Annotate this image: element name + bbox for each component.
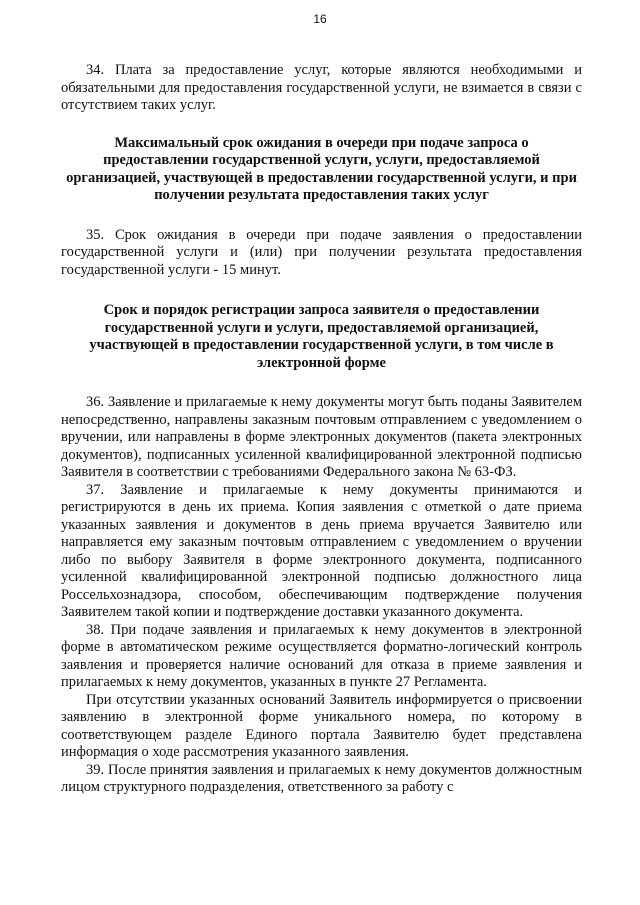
paragraph-36: 36. Заявление и прилагаемые к нему документы могут быть поданы Заявителем непосредственно, направлены заказным почтовым отправлением с уведомлением о вручении, или направлены в форме электронных документов (пакета электронных документов), подписанных усиленной квалифицированной электронной подписью Заявителя в соответствии с требованиями Федерального закона № 63-ФЗ.: [61, 394, 582, 480]
section-heading-registration: Срок и порядок регистрации запроса заявителя о предоставлении государственной услуги и услуги, предоставляемой организацией, участвующей в предоставлении государственной услуги, в том числе в электронной форме: [89, 302, 554, 371]
paragraph-37: 37. Заявление и прилагаемые к нему документы принимаются и регистрируются в день их приема. Копия заявления с отметкой о дате приема указанных заявления и документов в день приема вручается Заявителю или направляется ему заказным почтовым отправлением с уведомлением о вручении либо по выбору Заявителя в форме электронного документа, подписанного усиленной квалифицированной электронной подписью должностного лица Россельхознадзора, способом, обеспечивающим подтверждение получения Заявителем такой копии и подтверждение доставки указанного документа.: [61, 481, 582, 620]
section-heading-queue-time: Максимальный срок ожидания в очереди при подаче запроса о предоставлении государственной услуги, услуги, предоставляемой организацией, участвующей в предоставлении государственной услуги, и при получении результата предоставления таких услуг: [66, 134, 577, 203]
paragraph-38-continued: При отсутствии указанных оснований Заявитель информируется о присвоении заявлению в электронной форме уникального номера, по которому в соответствующем разделе Единого портала Заявителю будет представлена информация о ходе рассмотрения указанного заявления.: [61, 691, 582, 760]
document-body: [61, 62, 582, 797]
paragraph-34: 34. Плата за предоставление услуг, которые являются необходимыми и обязательными для предоставления государственной услуги, не взимается в связи с отсутствием таких услуг.: [61, 62, 582, 113]
paragraph-35: 35. Срок ожидания в очереди при подаче заявления о предоставлении государственной услуги и (или) при получении результата предоставления государственной услуги - 15 минут.: [61, 226, 582, 278]
page-number: 16: [313, 12, 327, 26]
paragraph-39: 39. После принятия заявления и прилагаемых к нему документов должностным лицом структурного подразделения, ответственного за работу с: [61, 761, 582, 795]
paragraph-38: 38. При подаче заявления и прилагаемых к нему документов в электронной форме в автоматическом режиме осуществляется форматно-логический контроль заявления и проверяется наличие оснований для отказа в приеме заявления и прилагаемых к нему документов, указанных в пункте 27 Регламента.: [61, 621, 582, 690]
